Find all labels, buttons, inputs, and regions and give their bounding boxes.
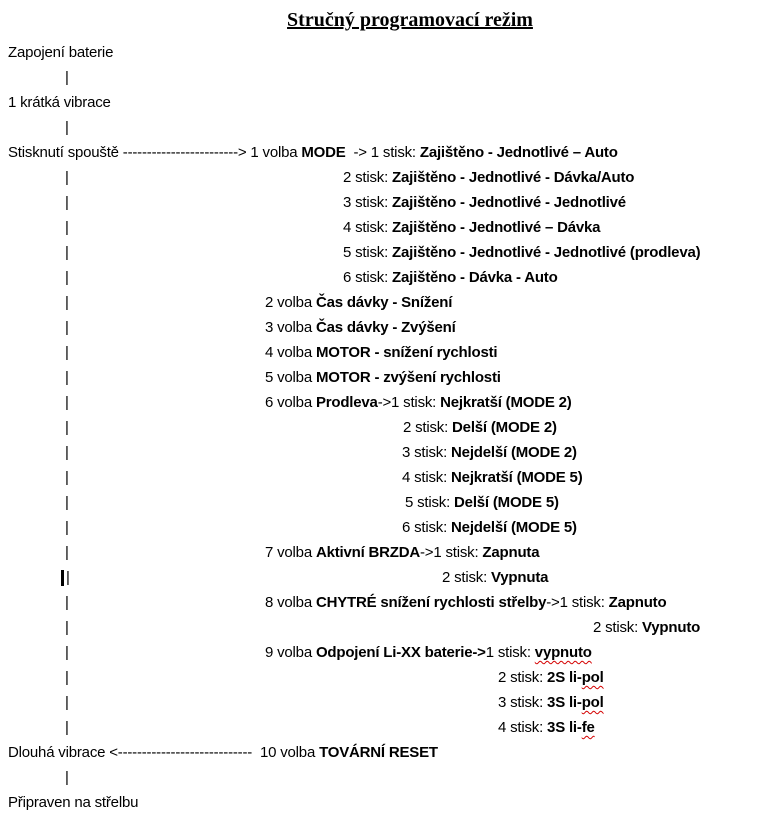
flow-cell	[65, 540, 69, 565]
text-run: 1 krátká vibrace	[8, 94, 111, 111]
flow-cell	[593, 615, 700, 640]
connector-pipe: |	[65, 244, 69, 261]
connector-pipe-row	[0, 65, 772, 90]
text-run: Zapojení baterie	[8, 44, 114, 61]
flow-cell	[65, 615, 69, 640]
flow-cell	[265, 290, 452, 315]
option-5-motor-speed-increase	[0, 365, 772, 390]
text-run: Zajištěno - Dávka - Auto	[392, 269, 558, 286]
text-run: 2 stisk:	[442, 569, 492, 586]
text-run: ->1 stisk:	[546, 594, 609, 611]
text-run: Vypnuta	[491, 569, 549, 586]
connector-pipe: |	[65, 394, 69, 411]
connector-pipe: |	[65, 469, 69, 486]
text-run: Čas dávky - Snížení	[315, 294, 453, 311]
text-run: Delší (MODE 5)	[454, 494, 559, 511]
flow-cell	[65, 490, 69, 515]
text-run: 3 stisk:	[402, 444, 452, 461]
flow-cell	[65, 515, 69, 540]
text-run: Odpojení Li-XX baterie->	[315, 644, 486, 661]
text-run: 4 stisk:	[498, 719, 548, 736]
flow-cell	[65, 415, 69, 440]
document-title-text: Stručný programovací režim	[287, 9, 533, 31]
text-run: MOTOR - snížení rychlosti	[315, 344, 498, 361]
option-8-smart-rof-press-1	[0, 590, 772, 615]
text-run: Aktivní BRZDA	[315, 544, 421, 561]
flow-cell	[498, 665, 604, 690]
option-6-press-4	[0, 465, 772, 490]
flow-cell	[65, 440, 69, 465]
connector-pipe: |	[65, 369, 69, 386]
connector-pipe: |	[65, 294, 69, 311]
option-6-press-2	[0, 415, 772, 440]
text-run: 2 stisk:	[593, 619, 643, 636]
flow-cell	[65, 390, 69, 415]
flow-cell	[498, 715, 595, 740]
option-1-press-3	[0, 190, 772, 215]
text-run: 2S li-	[547, 669, 582, 686]
connector-pipe: |	[65, 769, 69, 786]
text-run: Vypnuto	[642, 619, 701, 636]
flow-cell	[442, 565, 548, 590]
text-run: 4 volba	[265, 344, 316, 361]
text-run: Připraven na střelbu	[8, 794, 139, 811]
flow-cell	[265, 340, 497, 365]
connector-pipe: |	[65, 619, 69, 636]
flow-cell	[65, 115, 69, 140]
flow-cell	[65, 165, 69, 190]
text-run: Prodleva	[315, 394, 378, 411]
text-run: 6 volba	[265, 394, 316, 411]
text-run: 5 volba	[265, 369, 316, 386]
flow-cell	[65, 215, 69, 240]
text-run: vypnuto	[534, 644, 592, 661]
text-run: Nejkratší (MODE 2)	[440, 394, 572, 411]
flow-cell	[65, 240, 69, 265]
flow-cell	[8, 90, 111, 115]
text-run: TOVÁRNÍ RESET	[319, 744, 438, 761]
text-caret	[61, 570, 64, 586]
connector-pipe: |	[65, 69, 69, 86]
text-run: -> 1 stisk:	[345, 144, 420, 161]
text-run: 6 stisk:	[343, 269, 393, 286]
text-run: CHYTRÉ snížení rychlosti střelby	[315, 594, 547, 611]
connector-pipe-row	[0, 765, 772, 790]
flow-cell	[343, 240, 700, 265]
connector-pipe: |	[65, 544, 69, 561]
flow-cell	[65, 65, 69, 90]
text-run: Zapnuta	[482, 544, 540, 561]
option-2-burst-time-decrease	[0, 290, 772, 315]
flow-cell	[65, 340, 69, 365]
option-9-press-4	[0, 715, 772, 740]
flow-cell	[265, 365, 501, 390]
flow-cell	[403, 415, 557, 440]
text-run: Zajištěno - Jednotlivé - Jednotlivé (prodleva)	[392, 244, 701, 261]
flow-cell	[8, 790, 138, 815]
connector-pipe: |	[65, 319, 69, 336]
flow-cell	[402, 515, 577, 540]
connector-pipe: |	[65, 219, 69, 236]
text-run: Nejdelší (MODE 5)	[451, 519, 577, 536]
step-ready-to-fire	[0, 790, 772, 815]
text-run: Zajištěno - Jednotlivé - Jednotlivé	[392, 194, 626, 211]
option-4-motor-speed-decrease	[0, 340, 772, 365]
flow-cell	[65, 665, 69, 690]
flow-cell	[8, 40, 113, 65]
text-run: pol	[581, 669, 604, 686]
text-run: 7 volba	[265, 544, 316, 561]
connector-pipe: |	[65, 719, 69, 736]
connector-pipe: |	[65, 669, 69, 686]
text-run: Stisknutí spouště ------------------------> 1 volba	[8, 144, 302, 161]
flow-cell	[265, 315, 456, 340]
text-run: 3 stisk:	[498, 694, 548, 711]
connector-pipe: |	[65, 119, 69, 136]
option-6-press-3	[0, 440, 772, 465]
step-short-vibration	[0, 90, 772, 115]
flow-cell	[343, 165, 634, 190]
text-run: fe	[581, 719, 595, 736]
text-run: 2 volba	[265, 294, 316, 311]
step-long-vibration-option-10-factory-reset	[0, 740, 772, 765]
option-7-active-brake-press-1	[0, 540, 772, 565]
flow-cell	[8, 740, 438, 765]
connector-pipe: |	[65, 494, 69, 511]
step-trigger-press-option-1-mode	[0, 140, 772, 165]
flow-cell	[265, 590, 666, 615]
connector-pipe: |	[65, 444, 69, 461]
text-run: Dlouhá vibrace <---------------------------- 10 volba	[8, 744, 320, 761]
connector-pipe: |	[65, 169, 69, 186]
text-run: 3S li-	[547, 719, 582, 736]
flow-cell	[343, 190, 626, 215]
text-run: Delší (MODE 2)	[452, 419, 557, 436]
option-9-lixx-cutoff-press-1	[0, 640, 772, 665]
connector-pipe: |	[65, 269, 69, 286]
text-run: pol	[581, 694, 604, 711]
option-7-press-2	[0, 565, 772, 590]
connector-pipe: |	[65, 644, 69, 661]
text-run: Čas dávky - Zvýšení	[315, 319, 456, 336]
flow-cell	[65, 715, 69, 740]
text-run: MODE	[301, 144, 346, 161]
flow-cell	[405, 490, 559, 515]
flow-cell	[65, 265, 69, 290]
flow-cell	[8, 140, 618, 165]
flow-cell	[265, 540, 539, 565]
text-run: Zajištěno - Jednotlivé – Dávka	[392, 219, 601, 236]
flow-cell	[65, 465, 69, 490]
flow-cell	[265, 390, 572, 415]
text-run: Zajištěno - Jednotlivé - Dávka/Auto	[392, 169, 635, 186]
text-run: 3S li-	[547, 694, 582, 711]
option-6-press-5	[0, 490, 772, 515]
option-1-press-5	[0, 240, 772, 265]
option-1-press-2	[0, 165, 772, 190]
text-run: Zapnuto	[608, 594, 667, 611]
flow-cell	[265, 640, 592, 665]
connector-pipe: |	[66, 569, 70, 586]
option-1-press-6	[0, 265, 772, 290]
text-run: MOTOR - zvýšení rychlosti	[315, 369, 501, 386]
flow-cell	[343, 265, 558, 290]
text-run: 2 stisk:	[498, 669, 548, 686]
text-run: 3 stisk:	[343, 194, 393, 211]
option-6-delay-press-1	[0, 390, 772, 415]
connector-pipe: |	[65, 694, 69, 711]
option-9-press-3	[0, 690, 772, 715]
connector-pipe: |	[65, 519, 69, 536]
connector-pipe: |	[65, 194, 69, 211]
option-6-press-6	[0, 515, 772, 540]
flow-cell	[65, 765, 69, 790]
text-run: Nejdelší (MODE 2)	[451, 444, 577, 461]
connector-pipe: |	[65, 594, 69, 611]
flow-cell	[65, 315, 69, 340]
text-run: Zajištěno - Jednotlivé – Auto	[419, 144, 618, 161]
option-9-press-2	[0, 665, 772, 690]
connector-pipe: |	[65, 344, 69, 361]
text-run: 3 volba	[265, 319, 316, 336]
flow-cell	[65, 190, 69, 215]
flow-cell	[65, 590, 69, 615]
flow-cell	[61, 565, 70, 590]
flow-cell	[65, 640, 69, 665]
flow-cell	[343, 215, 600, 240]
text-run: 8 volba	[265, 594, 316, 611]
flow-cell	[498, 690, 604, 715]
flow-cell	[65, 690, 69, 715]
step-connect-battery	[0, 40, 772, 65]
flow-cell	[65, 365, 69, 390]
text-run: 5 stisk:	[405, 494, 455, 511]
flow-cell	[65, 290, 69, 315]
connector-pipe: |	[65, 419, 69, 436]
option-8-press-2	[0, 615, 772, 640]
option-3-burst-time-increase	[0, 315, 772, 340]
text-run: ->1 stisk:	[420, 544, 483, 561]
option-1-press-4	[0, 215, 772, 240]
text-run: 5 stisk:	[343, 244, 393, 261]
text-run: 4 stisk:	[343, 219, 393, 236]
text-run: Nejkratší (MODE 5)	[451, 469, 583, 486]
text-run: 2 stisk:	[343, 169, 393, 186]
text-run: 9 volba	[265, 644, 316, 661]
text-run: 6 stisk:	[402, 519, 452, 536]
text-run: ->1 stisk:	[377, 394, 441, 411]
text-run: 2 stisk:	[403, 419, 453, 436]
flow-cell	[402, 440, 577, 465]
connector-pipe-row	[0, 115, 772, 140]
flow-cell	[402, 465, 582, 490]
text-run: 4 stisk:	[402, 469, 452, 486]
text-run: 1 stisk:	[485, 644, 535, 661]
